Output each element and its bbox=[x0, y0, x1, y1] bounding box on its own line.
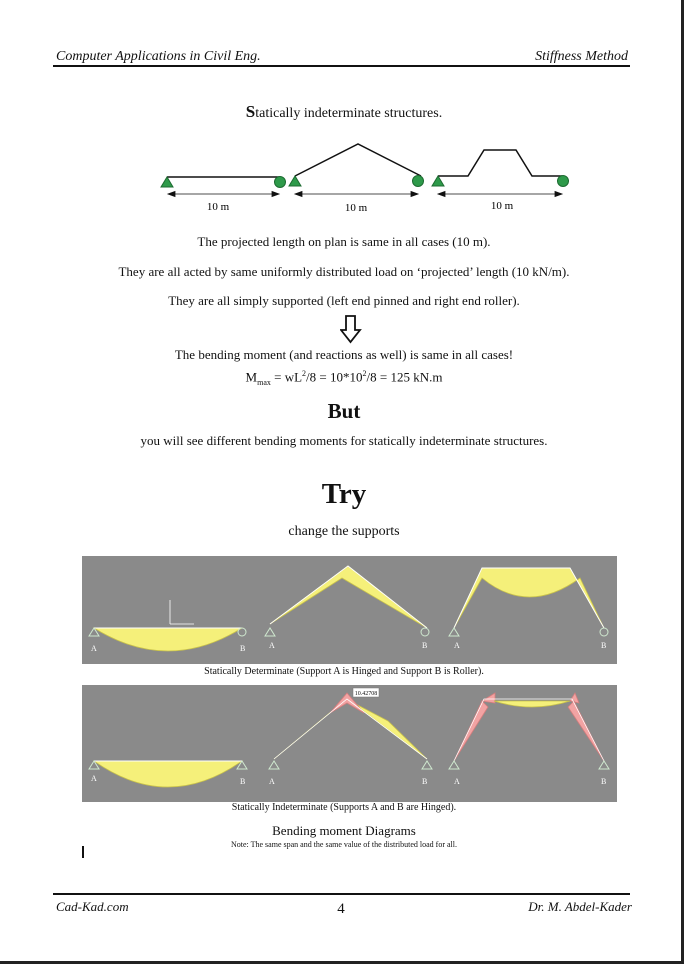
header-rule bbox=[53, 65, 630, 67]
label-b-3: B bbox=[601, 641, 607, 650]
text-cursor bbox=[82, 846, 84, 858]
paragraph-same-moment: The bending moment (and reactions as well) is same in all cases! bbox=[174, 347, 514, 362]
label-b-5: B bbox=[422, 777, 428, 786]
paragraph-supports: They are all simply supported (left end pinned and right end roller). bbox=[168, 293, 520, 308]
header-right: Stiffness Method bbox=[535, 49, 628, 64]
paragraph-load: They are all acted by same uniformly distributed load on ‘projected’ length (10 kN/m). bbox=[118, 264, 570, 279]
header-left: Computer Applications in Civil Eng. bbox=[56, 49, 261, 64]
bmd-panel-indeterminate bbox=[82, 685, 617, 802]
label-b-2: B bbox=[422, 641, 428, 650]
pin-support-1 bbox=[161, 177, 173, 187]
footer-right: Dr. M. Abdel-Kader bbox=[528, 899, 632, 914]
roller-support-1 bbox=[275, 177, 286, 188]
label-a-3: A bbox=[454, 641, 460, 650]
title-rest: tatically indeterminate structures. bbox=[255, 106, 443, 121]
label-a-5: A bbox=[269, 777, 275, 786]
frames-figure bbox=[150, 138, 580, 220]
moment-formula: $M_{max} = wL^2/8 = 10*10^2/8 = 125$ kN.m bbox=[245, 369, 443, 387]
pin-support-2 bbox=[289, 176, 301, 186]
roller-support-3 bbox=[558, 176, 569, 187]
bmd-title: Bending moment Diagrams bbox=[272, 823, 416, 838]
roller-support-2 bbox=[413, 176, 424, 187]
value-tag-text: 10.42708 bbox=[354, 691, 378, 697]
down-arrow-icon bbox=[340, 314, 362, 344]
title-first-letter: S bbox=[245, 102, 256, 121]
portal-frame bbox=[438, 150, 562, 176]
page-number: 4 bbox=[337, 901, 345, 917]
try-subheading: change the supports bbox=[288, 524, 400, 539]
section-title bbox=[0, 102, 688, 122]
label-a-1: A bbox=[91, 644, 97, 653]
footer-left: Cad-Kad.com bbox=[56, 899, 129, 914]
span-label-2: 10 m bbox=[344, 202, 368, 214]
label-b-1: B bbox=[240, 644, 246, 653]
span-label-3: 10 m bbox=[490, 200, 514, 212]
try-heading: Try bbox=[321, 478, 367, 510]
paragraph-projected-length: The projected length on plan is same in all cases (10 m). bbox=[197, 234, 491, 249]
label-b-4: B bbox=[240, 777, 246, 786]
bmd-panel-determinate bbox=[82, 556, 617, 664]
gable-frame bbox=[295, 144, 421, 176]
label-a-2: A bbox=[269, 641, 275, 650]
dimension-lines bbox=[168, 192, 562, 197]
caption-determinate: Statically Determinate (Support A is Hinged and Support B is Roller). bbox=[204, 666, 484, 677]
pin-support-3 bbox=[432, 176, 444, 186]
but-heading: But bbox=[327, 399, 361, 423]
label-a-6: A bbox=[454, 777, 460, 786]
paragraph-indeterminate: you will see different bending moments for statically indeterminate structures. bbox=[140, 433, 548, 448]
caption-indeterminate: Statically Indeterminate (Supports A and B are Hinged). bbox=[231, 802, 457, 813]
span-label-1: 10 m bbox=[206, 201, 230, 213]
page-border-bottom bbox=[0, 961, 684, 964]
bmd-note: Note: The same span and the same value of the distributed load for all. bbox=[230, 840, 457, 849]
label-b-6: B bbox=[601, 777, 607, 786]
label-a-4: A bbox=[91, 774, 97, 783]
footer-rule bbox=[53, 893, 630, 895]
